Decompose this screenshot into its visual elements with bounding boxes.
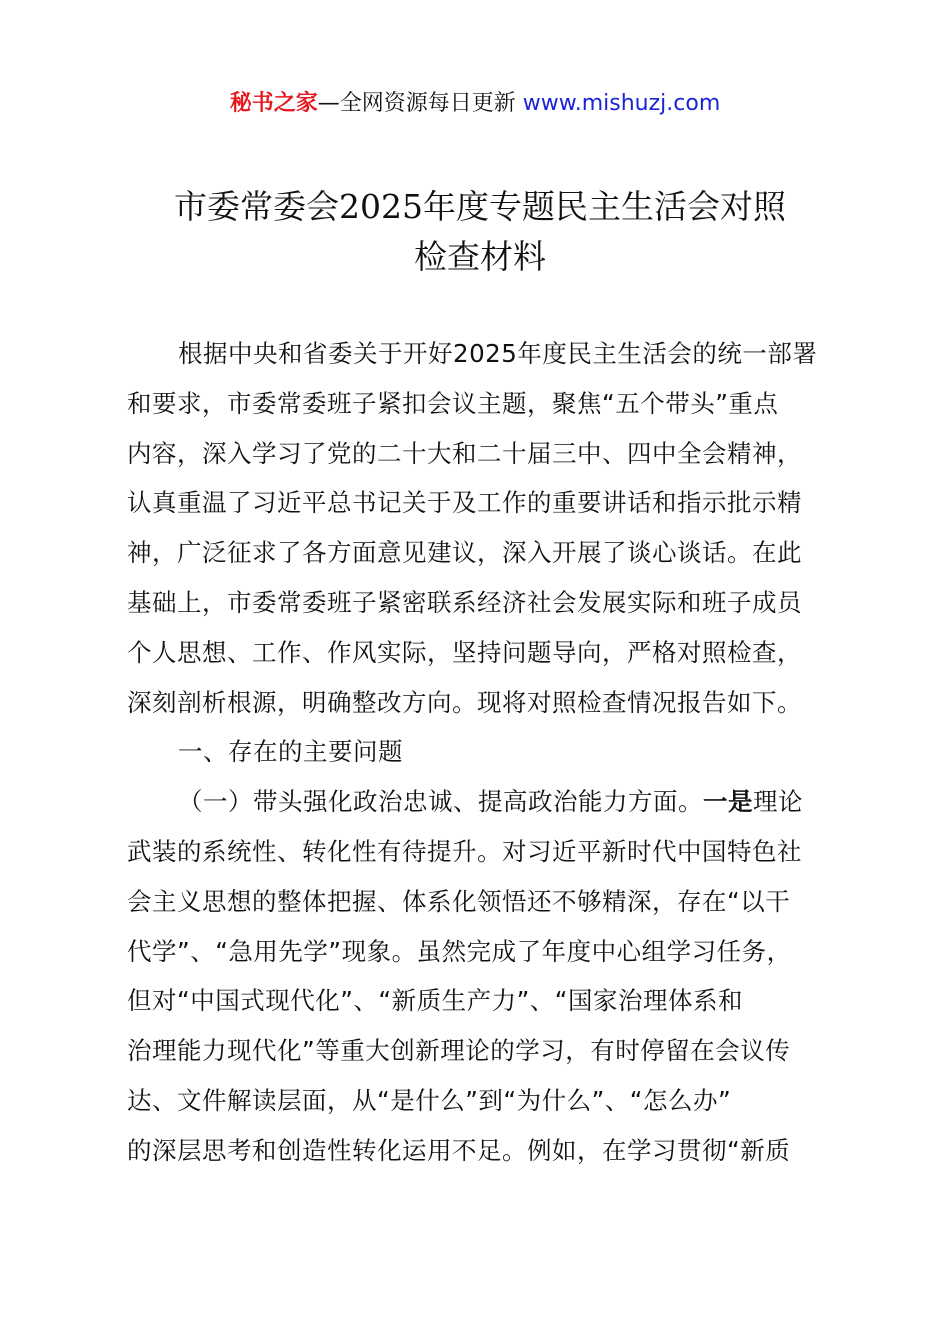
intro-line: 神，广泛征求了各方面意见建议，深入开展了谈心谈话。在此	[127, 538, 802, 568]
document-title	[0, 182, 950, 282]
brand-name: 秘书之家	[229, 91, 318, 116]
body-line: 代学”、“急用先学”现象。虽然完成了年度中心组学习任务，	[127, 936, 792, 966]
title-line-2: 检查材料	[414, 237, 546, 276]
intro-line: 根据中央和省委关于开好2025年度民主生活会的统一部署	[178, 339, 818, 368]
body-line: 的深层思考和创造性转化运用不足。例如，在学习贯彻“新质	[127, 1135, 791, 1165]
point-marker: 一是	[703, 787, 753, 817]
subsection-rest: 理论	[753, 787, 803, 817]
body-line: 会主义思想的整体把握、体系化领悟还不够精深，存在“以干	[127, 886, 791, 916]
body-line: 达、文件解读层面，从“是什么”到“为什么”、“怎么办”	[127, 1085, 732, 1115]
body-line: 治理能力现代化”等重大创新理论的学习，有时停留在会议传	[127, 1036, 791, 1066]
intro-line: 认真重温了习近平总书记关于及工作的重要讲话和指示批示精	[127, 488, 802, 518]
subsection-heading-line	[127, 782, 867, 832]
body-line: 但对“中国式现代化”、“新质生产力”、“国家治理体系和	[127, 986, 743, 1016]
intro-line: 基础上，市委常委班子紧密联系经济社会发展实际和班子成员	[127, 587, 802, 617]
site-banner	[0, 88, 950, 120]
body-line: 武装的系统性、转化性有待提升。对习近平新时代中国特色社	[127, 836, 802, 866]
section-heading: 一、存在的主要问题	[178, 737, 403, 767]
document-body	[127, 334, 867, 1181]
subsection-lead: （一）带头强化政治忠诚、提高政治能力方面。	[178, 787, 703, 817]
site-url-link[interactable]: www.mishuzj.com	[522, 91, 721, 116]
title-line-1: 市委常委会2025年度专题民主生活会对照	[174, 187, 786, 226]
intro-line: 和要求，市委常委班子紧扣会议主题，聚焦“五个带头”重点	[127, 388, 779, 418]
intro-line: 个人思想、工作、作风实际，坚持问题导向，严格对照检查，	[127, 637, 802, 667]
banner-tagline: —全网资源每日更新	[317, 91, 523, 116]
intro-line: 内容，深入学习了党的二十大和二十届三中、四中全会精神，	[127, 438, 802, 468]
intro-line: 深刻剖析根源，明确整改方向。现将对照检查情况报告如下。	[127, 687, 802, 717]
